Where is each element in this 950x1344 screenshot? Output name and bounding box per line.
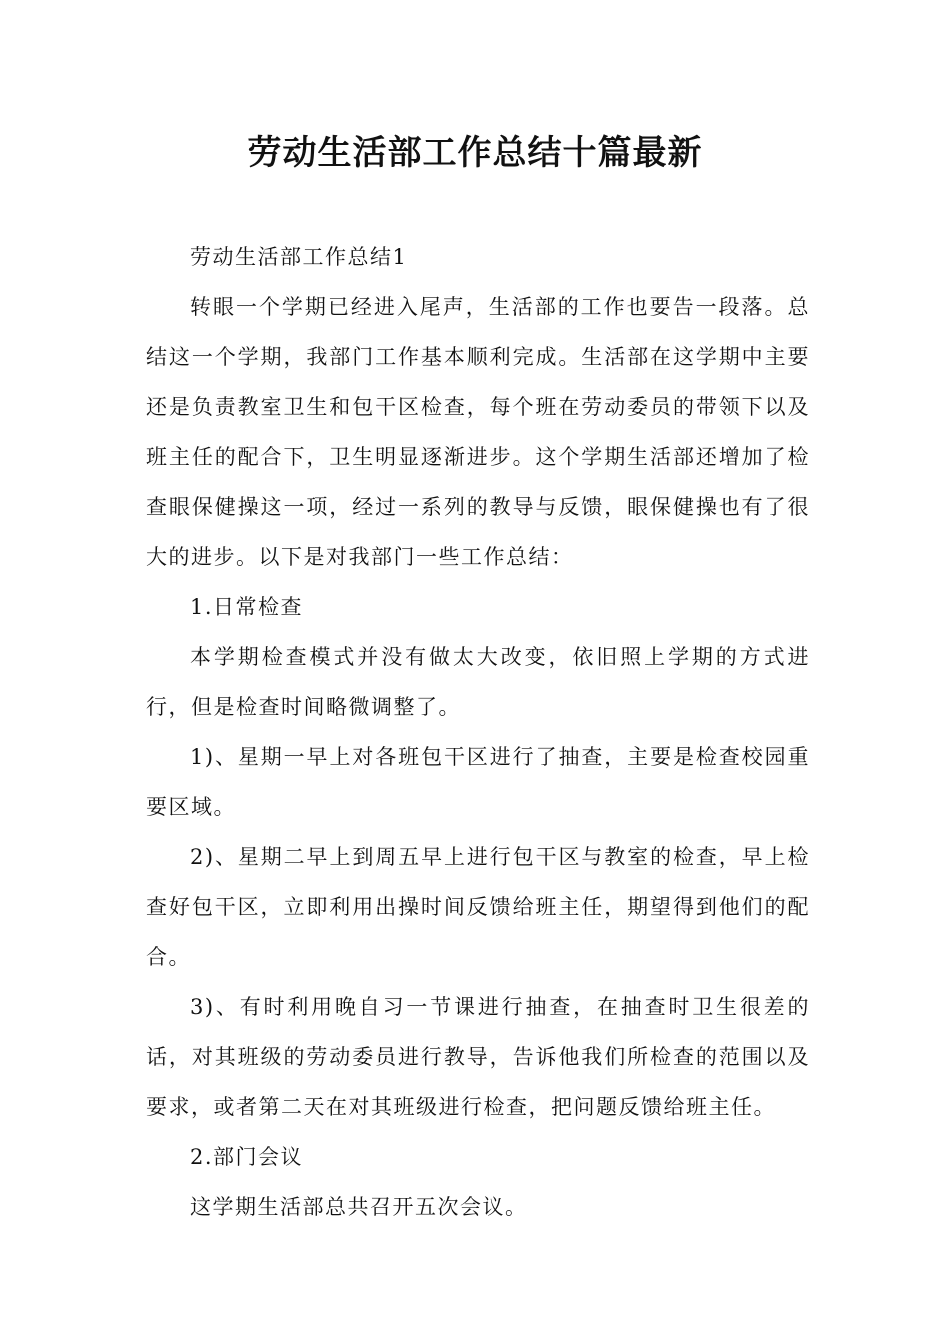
subsection-heading: 1.日常检查 <box>190 595 304 619</box>
paragraph: 本学期检查模式并没有做太大改变，依旧照上学期的方式进行，但是检查时间略微调整了。 <box>146 645 810 719</box>
subsection-heading: 2.部门会议 <box>190 1145 304 1169</box>
document-title: 劳动生活部工作总结十篇最新 <box>247 133 703 173</box>
section-heading: 劳动生活部工作总结1 <box>190 245 408 269</box>
list-item: 3)、有时利用晚自习一节课进行抽查，在抽查时卫生很差的话，对其班级的劳动委员进行教导，告诉他我们所检查的范围以及要求，或者第二天在对其班级进行检查，把问题反馈给班主任。 <box>146 995 810 1119</box>
document-body <box>146 232 810 1232</box>
list-item: 1)、星期一早上对各班包干区进行了抽查，主要是检查校园重要区域。 <box>146 745 810 819</box>
list-item: 2)、星期二早上到周五早上进行包干区与教室的检查，早上检查好包干区，立即利用出操时间反馈给班主任，期望得到他们的配合。 <box>146 845 810 969</box>
intro-paragraph: 转眼一个学期已经进入尾声，生活部的工作也要告一段落。总结这一个学期，我部门工作基本顺利完成。生活部在这学期中主要还是负责教室卫生和包干区检查，每个班在劳动委员的带领下以及班主任的配合下，卫生明显逐渐进步。这个学期生活部还增加了检查眼保健操这一项，经过一系列的教导与反馈，眼保健操也有了很大的进步。以下是对我部门一些工作总结： <box>146 295 810 569</box>
paragraph: 这学期生活部总共召开五次会议。 <box>190 1195 528 1219</box>
